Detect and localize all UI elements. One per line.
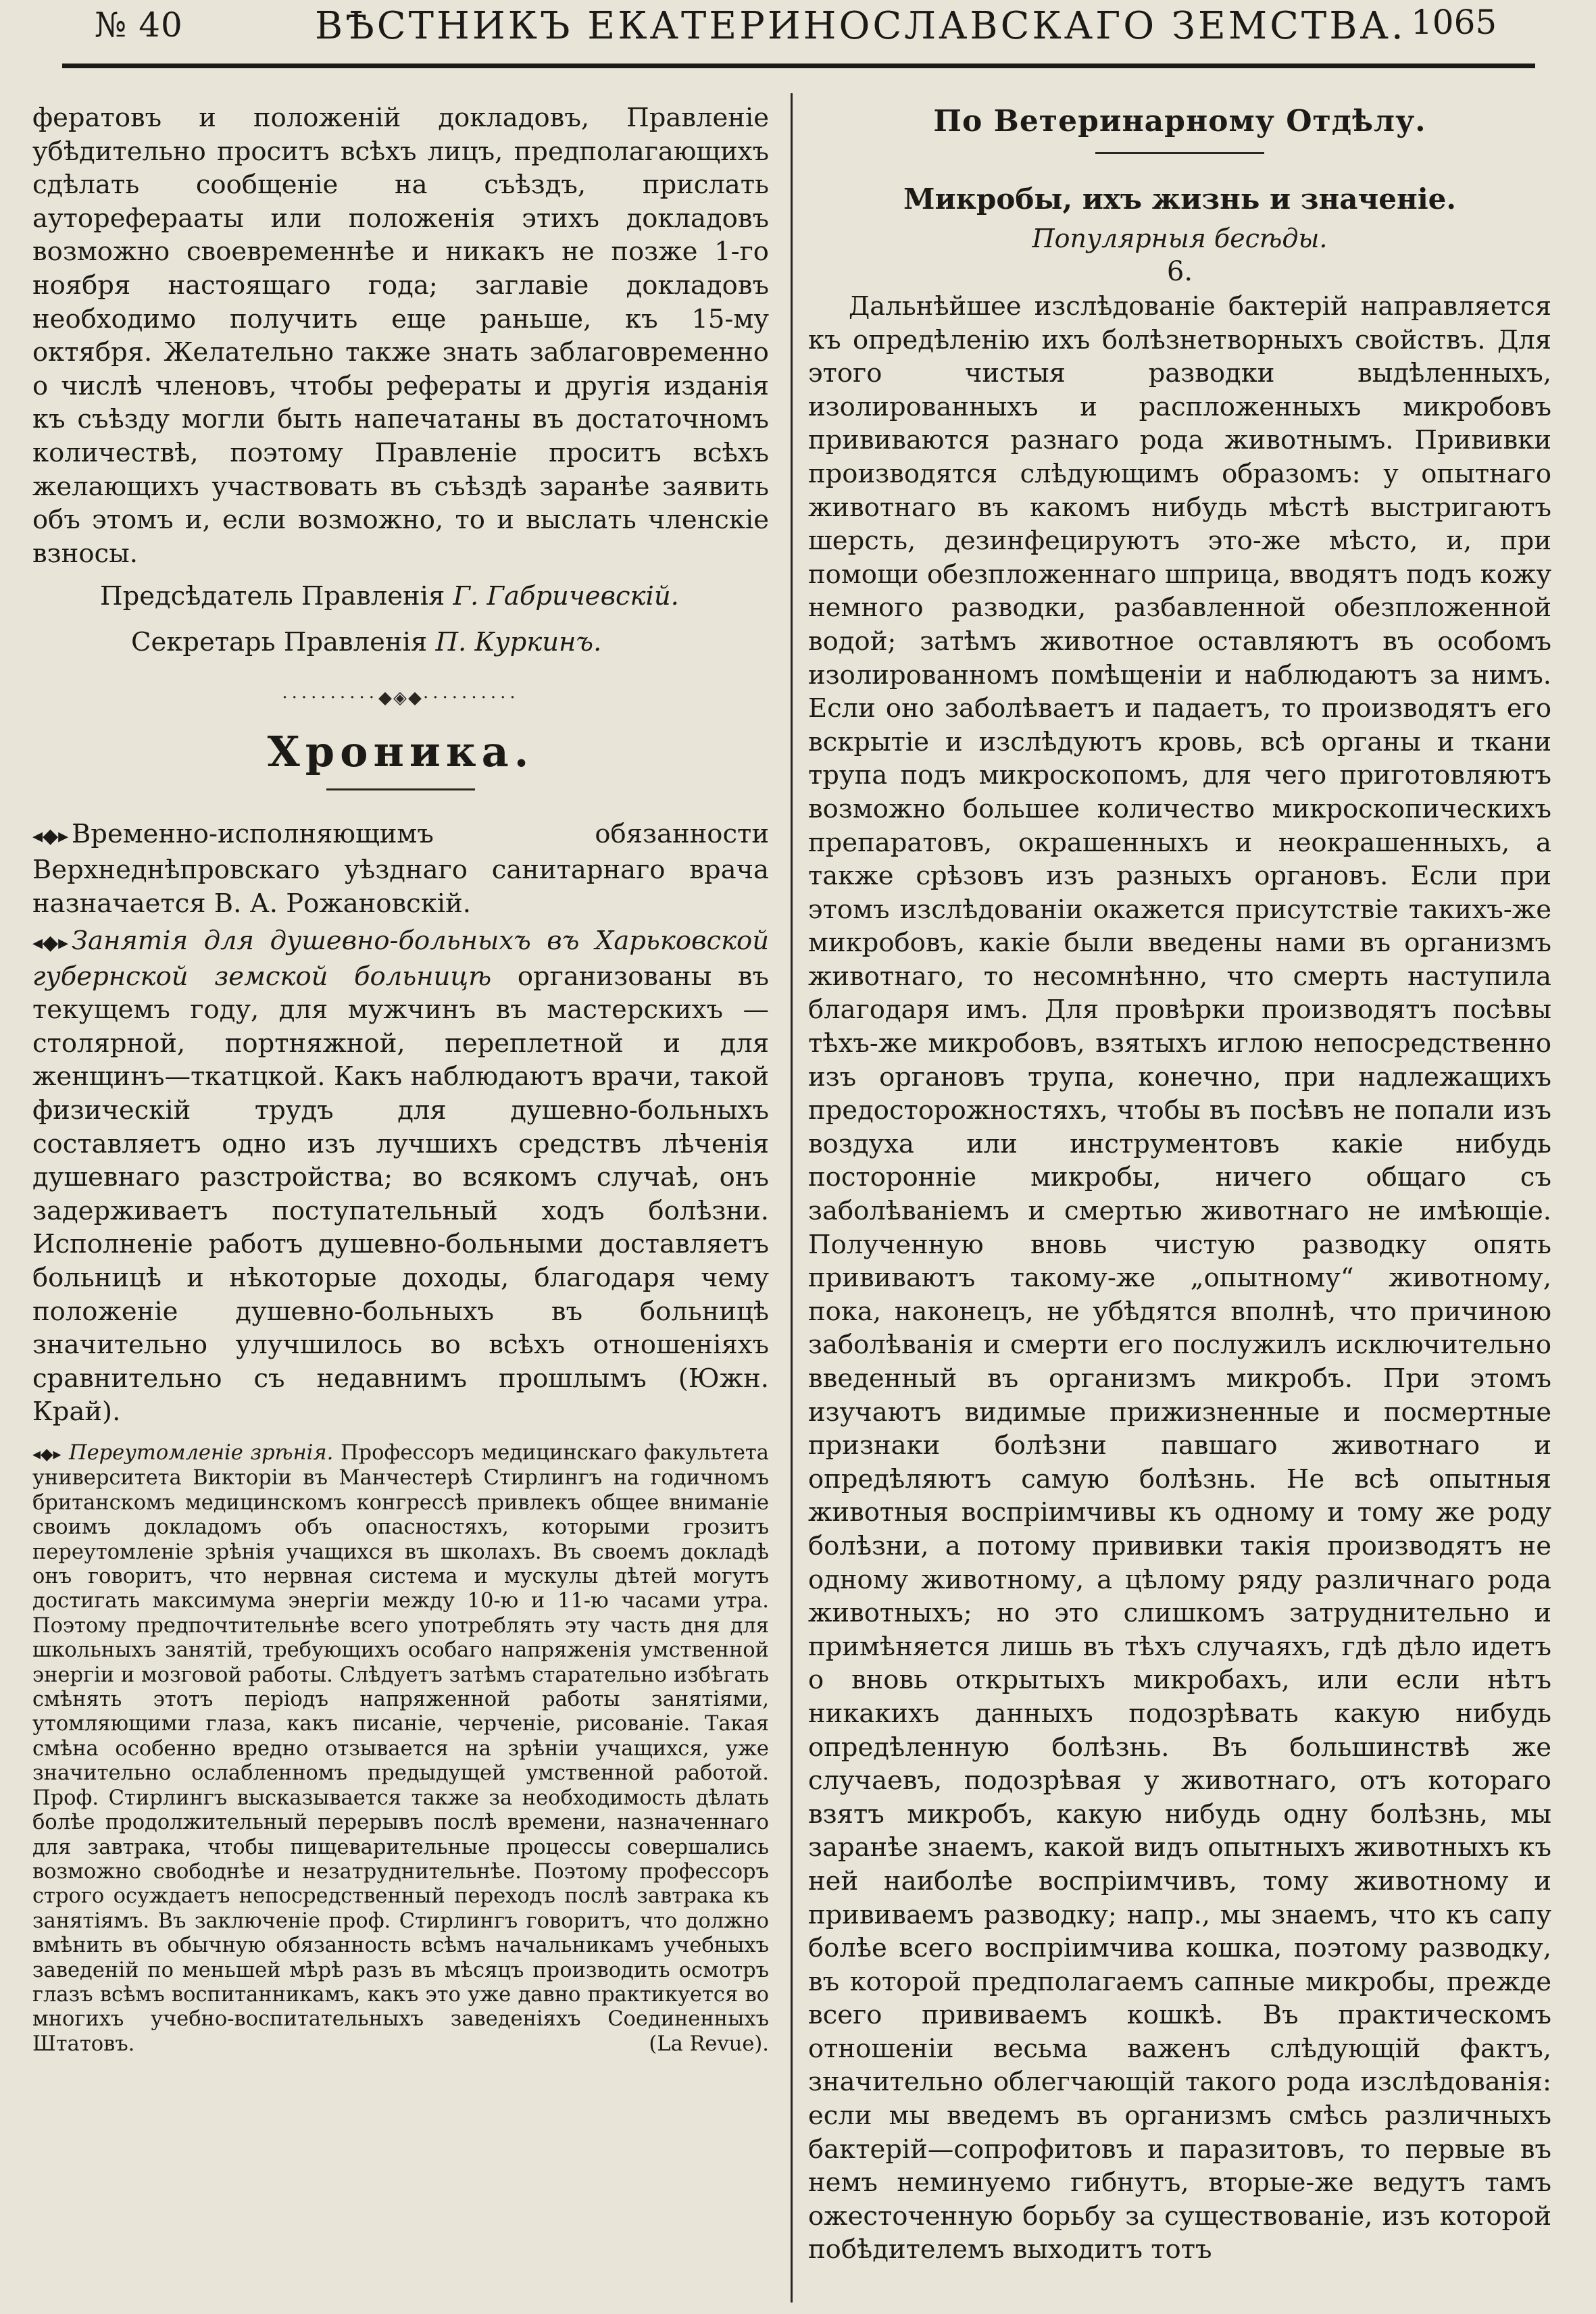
signature-secretary-role: Секретарь Правленія bbox=[131, 627, 428, 658]
chronicle-rule bbox=[326, 788, 475, 790]
chronicle-item-3 bbox=[32, 1441, 769, 2057]
chronicle-item-2-lead: Занятія для душевно-больныхъ въ Харьковской губернской земской больницѣ bbox=[32, 926, 769, 992]
intro-paragraph: фератовъ и положеній докладовъ, Правленіе убѣдительно проситъ всѣхъ лицъ, предполагающихъ сдѣлать сообщеніе на съѣздъ, прислать аутореферааты или положенія этихъ докладовъ возможно своевременнѣе и никакъ не позже 1-го ноября настоящаго года; заглавіе докладовъ необходимо получить еще раньше, къ 15-му октября. Желательно также знать заблаговременно о числѣ членовъ, чтобы рефераты и другія изданія къ съѣзду могли быть напечатаны въ достаточномъ количествѣ, поэтому Правленіе проситъ всѣхъ желающихъ участвовать въ съѣздѣ заранѣе заявить объ этомъ и, если возможно, то и выслать членскіе взносы. bbox=[32, 103, 769, 569]
chronicle-item-3-body: Профессоръ медицинскаго факультета университета Викторіи въ Манчестерѣ Стирлингъ на годичномъ британскомъ медицинскомъ конгрессѣ привлекъ общее вниманіе своимъ докладомъ объ опасностяхъ, которыми грозитъ переутомленіе зрѣнія учащихся въ школахъ. Въ своемъ докладѣ онъ говоритъ, что нервная система и мускулы дѣтей могутъ достигать максимума энергіи между 10-ю и 11-ю часами утра. Поэтому предпочтительнѣе всего употреблять эту часть дня для школьныхъ занятій, требующихъ особаго напряженія умственной энергіи и мозговой работы. Слѣдуетъ затѣмъ старательно избѣгать смѣнять этотъ періодъ напряженной работы занятіями, утомляющими глаза, какъ писаніе, черченіе, рисованіе. Такая смѣна особенно вредно отзывается на зрѣніи учащихся, уже значительно ослабленномъ предыдущей умственной работой. Проф. Стирлингъ высказывается также за необходимость дѣлать болѣе продолжительный перерывъ послѣ времени, назначеннаго для завтрака, чтобы пищеварительные процессы совершались возможно свободнѣе и незатруднительнѣе. Поэтому профессоръ строго осуждаетъ непосредственный переходъ послѣ завтрака къ занятіямъ. Въ заключеніе проф. Стирлингъ говоритъ, что должно вмѣнить въ обычную обязанность всѣмъ начальникамъ учебныхъ заведеній по меньшей мѣрѣ разъ въ мѣсяцъ производить осмотръ глазъ всѣмъ воспитанникамъ, какъ это уже давно практикуется во многихъ учебно-воспитательныхъ заведеніяхъ Соединенныхъ Штатовъ. bbox=[32, 1441, 769, 2056]
chronicle-item-1-text: Временно-исполняющимъ обязанности Верхнеднѣпровскаго уѣзднаго санитарнаго врача назначается В. А. Рожановскій. bbox=[32, 819, 769, 919]
chronicle-item-3-lead: Переутомленіе зрѣнія. bbox=[69, 1441, 334, 1465]
left-column bbox=[32, 101, 769, 2057]
page-header bbox=[24, 0, 1569, 65]
article-title: Микробы, ихъ жизнь и значеніе. bbox=[903, 182, 1456, 216]
article-body: Дальнѣйшее изслѣдованіе бактерій направляется къ опредѣленію ихъ болѣзнетворныхъ свойствъ. Для этого чистыя разводки выдѣленныхъ, изолированныхъ и распложенныхъ микробовъ прививаются разнаго рода животнымъ. Прививки производятся слѣдующимъ образомъ: у опытнаго животнаго въ какомъ нибудь мѣстѣ выстригаютъ шерсть, дезинфецируютъ это-же мѣсто, и, при помощи обезпложеннаго шприца, вводятъ подъ кожу немного разводки, разбавленной обезпложенной водой; затѣмъ животное оставляютъ въ особомъ изолированномъ помѣщеніи и наблюдаютъ за нимъ. Если оно заболѣваетъ и падаетъ, то производятъ его вскрытіе и изслѣдуютъ кровь, всѣ органы и ткани трупа подъ микроскопомъ, для чего приготовляютъ возможно большее количество микроскопическихъ препаратовъ, окрашенныхъ и неокрашенныхъ, а также срѣзовъ изъ разныхъ органовъ. Если при этомъ изслѣдованіи окажется присутствіе такихъ-же микробовъ, какіе были введены нами въ организмъ животнаго, то несомнѣнно, что смерть наступила благодаря имъ. Для провѣрки производятъ посѣвы тѣхъ-же микробовъ, взятыхъ иглою непосредственно изъ органовъ трупа, конечно, при надлежащихъ предосторожностяхъ, чтобы въ посѣвъ не попали изъ воздуха или инструментовъ какіе нибудь посторонніе микробы, ничего общаго съ заболѣваніемъ и смертью животнаго не имѣющіе. Полученную вновь чистую разводку опять прививаютъ такому-же „опытному“ животному, пока, наконецъ, не убѣдятся вполнѣ, что причиною заболѣванія и смерти его послужилъ исключительно введенный въ организмъ микробъ. При этомъ изучаютъ видимые прижизненные и посмертные признаки болѣзни павшаго животнаго и опредѣляютъ самую болѣзнь. Не всѣ опытныя животныя воспріимчивы къ одному и тому же роду болѣзни, а потому прививки такія производятъ не одному животному, а цѣлому ряду различнаго рода животныхъ; но это слишкомъ затруднительно и примѣняется лишь въ тѣхъ случаяхъ, гдѣ дѣло идетъ о вновь открытыхъ микробахъ, или если нѣтъ никакихъ данныхъ подозрѣвать какую нибудь опредѣленную болѣзнь. Въ большинствѣ же случаевъ, подозрѣвая у животнаго, отъ котораго взятъ микробъ, какую нибудь одну болѣзнь, мы заранѣе знаемъ, какой видъ опытныхъ животныхъ къ ней наиболѣе воспріимчивъ, тому животному и прививаемъ разводку; напр., мы знаемъ, что къ сапу болѣе всего воспріимчива кошка, поэтому разводку, въ которой предполагаемъ сапные микробы, прежде всего прививаемъ кошкѣ. Въ практическомъ отношеніи весьма важенъ слѣдующій фактъ, значительно облегчающій такого рода изслѣдованія: если мы введемъ въ организмъ смѣсь различныхъ бактерій—сопрофитовъ и паразитовъ, то первые въ немъ неминуемо гибнутъ, вторые-же ведутъ тамъ ожесточенную борьбу за существованіе, изъ которой побѣдителемъ выходитъ тотъ bbox=[808, 291, 1551, 2265]
journal-title: ВѢСТНИКЪ ЕКАТЕРИНОСЛАВСКАГО ЗЕМСТВА. bbox=[315, 4, 1406, 48]
issue-number: № 40 bbox=[95, 5, 183, 45]
chronicle-item-2 bbox=[32, 924, 769, 1429]
signature-chairman-name: Г. Габричевскій. bbox=[453, 581, 679, 612]
bullet-ornament-icon: ◂◆▸ bbox=[32, 824, 69, 849]
signature-chairman bbox=[32, 578, 769, 615]
right-column bbox=[808, 101, 1551, 2267]
chronicle-item-2-body: организованы въ текущемъ году, для мужчинъ въ мастерскихъ —столярной, портняжной, переплетной и для женщинъ—ткатцкой. Какъ наблюдаютъ врачи, такой физическій трудъ для душевно-больныхъ составляетъ одно изъ лучшихъ средствъ лѣченія душевнаго разстройства; во всякомъ случаѣ, онъ задерживаетъ поступательный ходъ болѣзни. Исполненіе работъ душевно-больными доставляетъ больницѣ и нѣкоторые доходы, благодаря чему положеніе душевно-больныхъ въ больницѣ значительно улучшилось во всѣхъ отношеніяхъ сравнительно съ недавнимъ прошлымъ bbox=[32, 961, 769, 1394]
chronicle-item-2-source: (Южн. Край). bbox=[32, 1363, 769, 1428]
article-number: 6. bbox=[1166, 256, 1193, 287]
bullet-ornament-icon: ◂◆▸ bbox=[32, 1444, 61, 1463]
bullet-ornament-icon: ◂◆▸ bbox=[32, 931, 69, 955]
section-title: По Ветеринарному Отдѣлу. bbox=[933, 104, 1426, 139]
section-rule bbox=[1095, 152, 1264, 154]
page-number: 1065 bbox=[1411, 3, 1497, 42]
chronicle-item-1 bbox=[32, 818, 769, 920]
signature-secretary-name: П. Куркинъ. bbox=[435, 627, 602, 658]
divider-ornament: ··········◆◈◆·········· bbox=[282, 688, 520, 709]
column-divider bbox=[791, 93, 793, 2303]
chronicle-item-3-source: (La Revue). bbox=[649, 2032, 769, 2056]
signature-secretary bbox=[32, 624, 769, 661]
article-subtitle: Популярныя бесѣды. bbox=[1032, 224, 1328, 253]
header-rule bbox=[62, 64, 1535, 68]
signature-chairman-role: Предсѣдатель Правленія bbox=[100, 581, 445, 612]
chronicle-title: Хроника. bbox=[267, 727, 534, 777]
